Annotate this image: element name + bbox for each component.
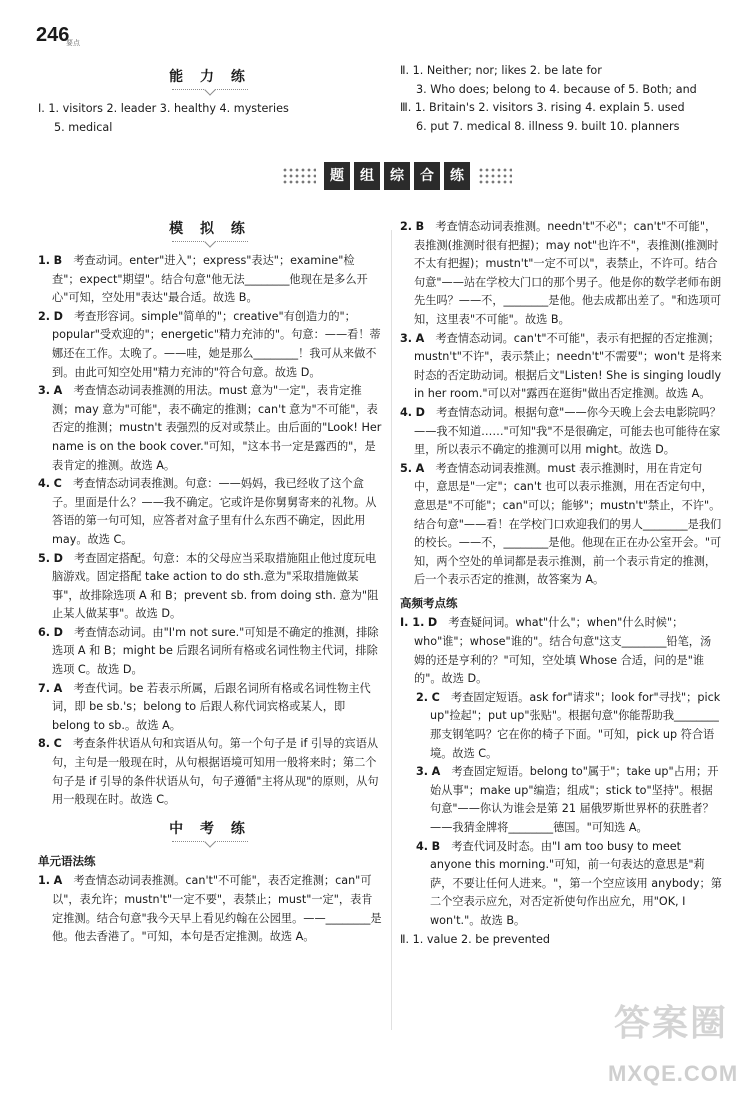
list-item: 5. D 考查固定搭配。句意：本的父母应当采取措施阻止他过度玩电脑游戏。固定搭配 take action to do sth.意为"采取措施做某事"，故排除选项 A 和 B；prevent sb. from doing sth. 意为"阻止某人做某事"。故选 D。: [38, 551, 379, 621]
column-divider: [391, 230, 392, 1030]
watermark-url: MXQE.COM: [608, 1061, 739, 1086]
banner-char: 练: [444, 162, 470, 190]
banner-char: 合: [414, 162, 440, 190]
title-decoration: [172, 241, 248, 246]
watermark: [604, 1003, 744, 1097]
section-title-moni: 模 拟 练: [169, 221, 251, 237]
page-sub: 要点: [66, 39, 80, 47]
section-topright: [400, 62, 722, 136]
list-item: 1. B 考查动词。enter"进入"；express"表达"；examine"检查"；expect"期望"。结合句意"他无法________他现在是多么开心"可知，空处用"表达"最合适。故选 B。: [38, 254, 368, 305]
nengli-line-1: Ⅰ. 1. visitors 2. leader 3. healthy 4. mysteries: [38, 102, 289, 115]
banner-char: 组: [354, 162, 380, 190]
list-item: 2. C 考查固定短语。ask for"请求"；look for"寻找"；pick up"捡起"；put up"张贴"。根据句意"你能帮助我________那支钢笔吗？它在你的椅子下面。"可知，pick up 符合语境。故选 C。: [416, 690, 721, 760]
topright-II-2: 3. Who does; belong to 4. because of 5. Both; and: [416, 82, 697, 96]
title-decoration: [172, 841, 248, 846]
section-nengli: [38, 66, 382, 137]
list-item: 4. C 考查情态动词表推测。句意：——妈妈，我已经收了这个盒子。里面是什么？——我不确定。它或许是你舅舅寄来的礼物。从答语的第一句可知，应答者对盒子里有什么东西不确定，因此用 may。故选 C。: [38, 477, 377, 546]
subsection-heading: 单元语法练: [38, 853, 96, 868]
section-title-zhongkao: 中 考 练: [169, 820, 251, 837]
dot-pattern-right: [478, 167, 512, 185]
list-item: 3. A 考查情态动词。can't"不可能"，表示有把握的否定推测；mustn't"不许"，表示禁止；needn't"不需要"；won't 是将来时态的否定助动词。根据后文"Listen! She is singing loudly in her room."可以对"露西在逛街"做出否定推测。故选 A。: [400, 331, 722, 401]
banner-char: 题: [324, 162, 350, 190]
section-moni: [38, 218, 382, 947]
page-number: 246: [36, 24, 70, 46]
subsection-heading-gaopin: 高频考点练: [400, 595, 458, 610]
section-right-answers: [400, 218, 722, 949]
list-item: Ⅰ. 1. D 考查疑问词。what"什么"；when"什么时候"；who"谁"；whose"谁的"。结合句意"这支________铅笔，汤姆的还是亨利的？"可知，空处填 Whose 合适，问的是"谁的"。故选 D。: [400, 616, 712, 686]
banner-title: [322, 162, 472, 190]
topright-II-1: Ⅱ. 1. Neither; nor; likes 2. be late for: [400, 64, 602, 77]
list-item: 4. B 考查代词及时态。由"I am too busy to meet anyone this morning."可知，前一句表达的意思是"莉萨，不要让任何人进来。"，第一个空应该用 anybody；第二个空表示应允，对否定祈使句作出应允，用"OK, I won't."。故选 B。: [416, 839, 722, 927]
topright-III-1: Ⅲ. 1. Britain's 2. visitors 3. rising 4. explain 5. used: [400, 101, 685, 115]
section-banner: [282, 162, 512, 190]
dot-pattern-left: [282, 167, 316, 185]
list-item: 6. D 考查情态动词。由"I'm not sure."可知是不确定的推测，排除选项 A 和 B；might be 后跟名词所有格或名词性物主代词，排除选项 C。故选 D。: [38, 625, 379, 677]
list-item: 2. B 考查情态动词表推测。needn't"不必"；can't"不可能"，表推测(推测时很有把握)；may not"也许不"，表推测(推测时不太有把握)；mustn't"一定不可以"，表禁止，不许可。结合句意"——站在学校大门口的那个男子。他是你的数学老师布朗先生吗？——不，________是他。他去成都出差了。"和选项可知，这里表"不可能"。故选 B。: [400, 220, 722, 326]
title-decoration: [172, 89, 248, 94]
nengli-line-2: 5. medical: [54, 120, 113, 134]
list-item: 7. A 考查代词。be 若表示所属，后跟名词所有格或名词性物主代词，即 be sb.'s；belong to 后跟人称代词宾格或某人，即 belong to sb.。故选 A。: [38, 681, 371, 732]
list-item: 4. D 考查情态动词。根据句意"——你今天晚上会去电影院吗？——我不知道……"可知"我"不是很确定，可能去也可能待在家里，所以表示不确定的推测可以用 might。故选 D。: [400, 405, 721, 457]
list-item: 5. A 考查情态动词表推测。must 表示推测时，用在肯定句中，意思是"一定"；can't 也可以表示推测，用在否定句中，意思是"不可能"；can"可以；能够"；mustn't"禁止，不许"。结合句意"——看！在学校门口欢迎我们的男人________是我们的校长。——不，________是他。他现在正在办公室开会。"可知，两个空处的单词都是表示推测，前一个表示肯定的推测，后一个表示否定的推测，故答案为 A。: [400, 461, 722, 587]
section-title-nengli: 能 力 练: [169, 69, 251, 85]
list-item: 1. A 考查情态动词表推测。can't"不可能"，表否定推测；can"可以"，表允许；mustn't"一定不要"，表禁止；must"一定"，表肯定推测。结合句意"我今天早上看见约翰在公园里。——________是他。他去香港了。"可知，本句是否定推测。故选 A。: [38, 874, 382, 944]
list-item: 8. C 考查条件状语从句和宾语从句。第一个句子是 if 引导的宾语从句，主句是一般现在时，从句根据语境可知用一般将来时；第二个句子是 if 引导的条件状语从句，句子遵循"主将从现"的原则，从句用一般现在时。故选 C。: [38, 737, 379, 807]
list-item: 2. D 考查形容词。simple"简单的"；creative"有创造力的"；popular"受欢迎的"；energetic"精力充沛的"。句意：——看！蒂娜还在工作。太晚了。——哇，她是那么________！我可从来做不到。由此可知空处用"精力充沛的"符合句意。故选 D。: [38, 309, 381, 379]
list-item: 3. A 考查情态动词表推测的用法。must 意为"一定"，表肯定推测；may 意为"可能"，表不确定的推测；can't 意为"不可能"，表否定的推测；mustn't 表强烈的反对或禁止。由后面的"Look! Her name is on the book cover."可知，"这本书一定是露西的"，是表肯定的推测。故选 A。: [38, 384, 382, 472]
topright-III-2: 6. put 7. medical 8. illness 9. built 10. planners: [416, 119, 680, 133]
watermark-text: 答案圈: [614, 1003, 729, 1044]
list-item: 3. A 考查固定短语。belong to"属于"；take up"占用；开始从事"；make up"编造；组成"；stick to"坚持"。根据句意"——你认为谁会是第 21 届俄罗斯世界杯的获胜者？——我猜金牌将________德国。"可知选 A。: [416, 765, 719, 834]
last-answer-line: Ⅱ. 1. value 2. be prevented: [400, 932, 551, 946]
banner-char: 综: [384, 162, 410, 190]
